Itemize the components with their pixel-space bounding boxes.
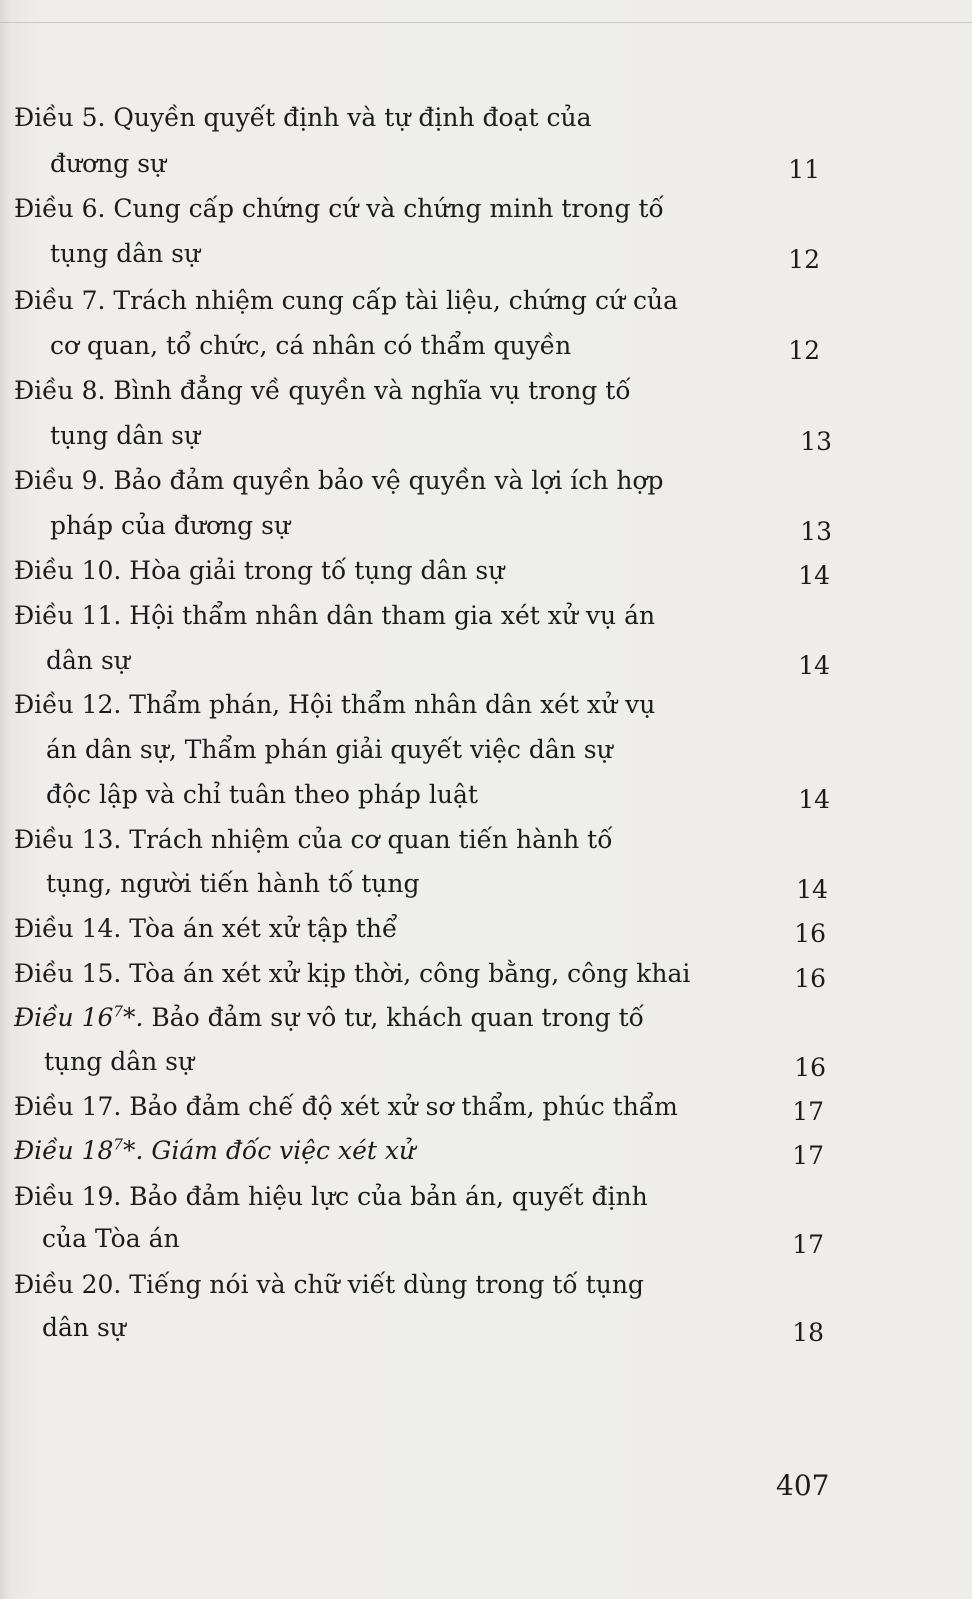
toc-entry-title: Giám đốc việc xét xử (151, 1136, 416, 1165)
toc-footnote-marker: 7 (113, 1135, 123, 1154)
toc-page-number: 12 (788, 336, 820, 365)
toc-entry-text: đương sự (50, 149, 167, 178)
toc-page-number: 17 (792, 1097, 824, 1126)
toc-page-number: 18 (792, 1318, 824, 1347)
toc-entry-text: Điều 20. Tiếng nói và chữ viết dùng trong tố tụng (14, 1270, 644, 1299)
toc-page-number: 17 (792, 1141, 824, 1170)
toc-entry-text: Điều 13. Trách nhiệm của cơ quan tiến hành tố (14, 825, 613, 854)
toc-page-number: 13 (800, 517, 832, 546)
toc-page-number: 14 (798, 785, 830, 814)
toc-asterisk-mark: *. (122, 1136, 144, 1165)
toc-footnote-marker: 7 (113, 1002, 123, 1021)
toc-entry-text: tụng dân sự (44, 1047, 195, 1076)
toc-entry-text: Điều 5. Quyền quyết định và tự định đoạt của (14, 103, 592, 132)
toc-entry-title: Bảo đảm sự vô tư, khách quan trong tố (151, 1003, 644, 1032)
toc-entry-text: Điều 12. Thẩm phán, Hội thẩm nhân dân xét xử vụ (14, 690, 656, 719)
toc-page-number: 17 (792, 1230, 824, 1259)
toc-entry-text: độc lập và chỉ tuân theo pháp luật (46, 780, 478, 809)
toc-entry-text (14, 1136, 415, 1166)
toc-entry-text: Điều 10. Hòa giải trong tố tụng dân sự (14, 556, 505, 585)
toc-entry-text: tụng, người tiến hành tố tụng (46, 869, 420, 898)
toc-entry-text: tụng dân sự (50, 421, 201, 450)
toc-page-number: 16 (794, 919, 826, 948)
toc-page-number: 16 (794, 1053, 826, 1082)
toc-page-number: 12 (788, 245, 820, 274)
toc-page-number: 14 (798, 561, 830, 590)
toc-entry-text: pháp của đương sự (50, 511, 291, 540)
page-edge-line (0, 22, 972, 23)
toc-entry-text: Điều 14. Tòa án xét xử tập thể (14, 914, 398, 943)
toc-entry-label: Điều 16 (14, 1003, 114, 1032)
toc-entry-text: Điều 17. Bảo đảm chế độ xét xử sơ thẩm, phúc thẩm (14, 1092, 678, 1121)
toc-entry-text: dân sự (46, 646, 130, 675)
toc-entry-label: Điều 18 (14, 1136, 114, 1165)
toc-page-number: 14 (796, 875, 828, 904)
toc-entry-text: Điều 19. Bảo đảm hiệu lực của bản án, quyết định (14, 1182, 648, 1211)
toc-entry-text: Điều 9. Bảo đảm quyền bảo vệ quyền và lợi ích hợp (14, 466, 664, 495)
toc-entry-text: dân sự (42, 1313, 126, 1342)
page-number-footer: 407 (776, 1469, 830, 1502)
toc-entry-text: Điều 7. Trách nhiệm cung cấp tài liệu, chứng cứ của (14, 286, 679, 315)
toc-entry-text: Điều 11. Hội thẩm nhân dân tham gia xét xử vụ án (14, 601, 656, 630)
toc-entry-text: của Tòa án (42, 1224, 180, 1253)
toc-entry-text: Điều 8. Bình đẳng về quyền và nghĩa vụ trong tố (14, 376, 631, 405)
toc-entry-text: Điều 6. Cung cấp chứng cứ và chứng minh trong tố (14, 194, 664, 223)
toc-page-number: 14 (798, 651, 830, 680)
toc-page-number: 16 (794, 964, 826, 993)
toc-entry-text: Điều 15. Tòa án xét xử kịp thời, công bằng, công khai (14, 959, 691, 988)
toc-page-number: 11 (788, 155, 820, 184)
toc-asterisk-mark: *. (122, 1003, 144, 1032)
toc-entry-text: cơ quan, tổ chức, cá nhân có thẩm quyền (50, 331, 572, 360)
toc-entry-text: tụng dân sự (50, 239, 201, 268)
toc-page-number: 13 (800, 427, 832, 456)
toc-entry-text: án dân sự, Thẩm phán giải quyết việc dân sự (46, 735, 613, 764)
toc-entry-text (14, 1003, 644, 1033)
